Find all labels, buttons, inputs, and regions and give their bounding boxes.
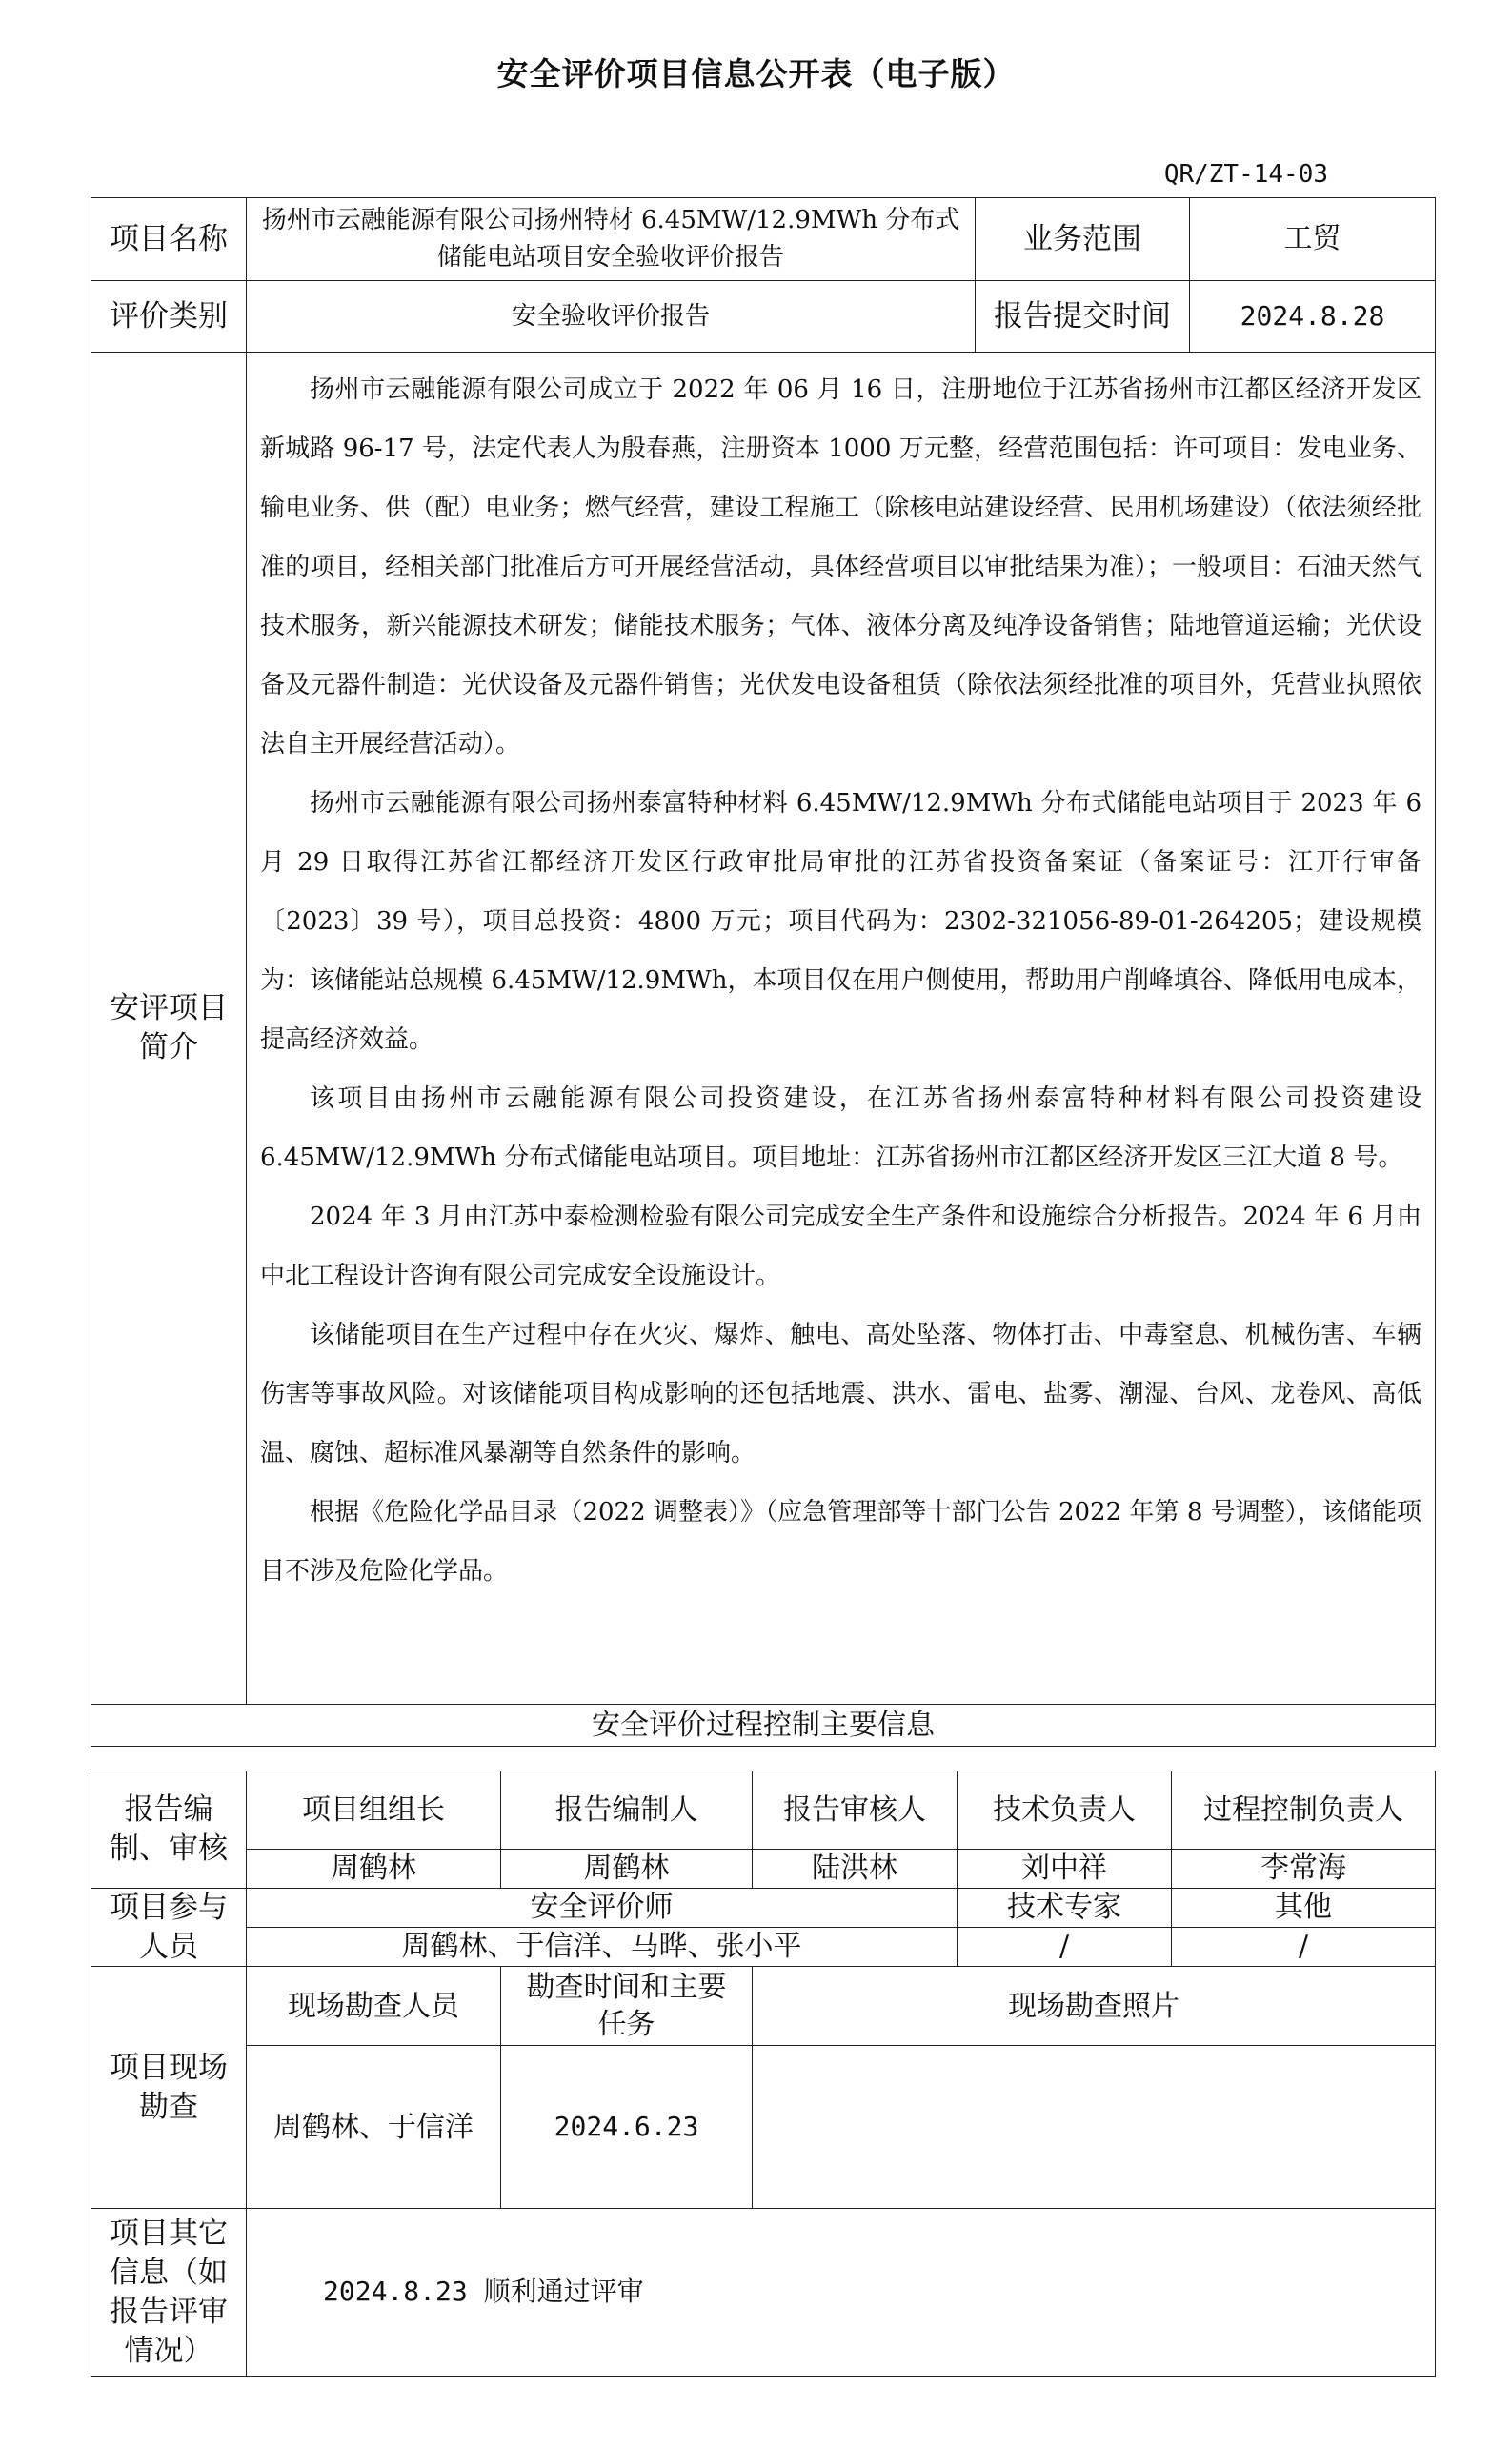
report-header-process: 过程控制负责人 — [1172, 1771, 1436, 1850]
site-label: 项目现场勘查 — [91, 1967, 247, 2209]
page-title: 安全评价项目信息公开表（电子版） — [496, 55, 1016, 92]
participants-header-expert: 技术专家 — [958, 1888, 1172, 1927]
participants-label: 项目参与人员 — [91, 1888, 247, 1967]
eval-type-label: 评价类别 — [91, 281, 247, 353]
business-scope-value: 工贸 — [1190, 198, 1436, 281]
report-header-reviewer: 报告审核人 — [753, 1771, 958, 1850]
submit-time-label: 报告提交时间 — [976, 281, 1190, 353]
submit-time-value: 2024.8.28 — [1190, 281, 1436, 353]
intro-paragraph: 该项目由扬州市云融能源有限公司投资建设，在江苏省扬州泰富特种材料有限公司投资建设 6.45MW/12.9MWh 分布式储能电站项目。项目地址：江苏省扬州市江都区经济开发区三江大道 8 号。 — [260, 1084, 1421, 1172]
intro-paragraph: 2024 年 3 月由江苏中泰检测检验有限公司完成安全生产条件和设施综合分析报告。2024 年 6 月由中北工程设计咨询有限公司完成安全设施设计。 — [260, 1203, 1421, 1290]
project-name-label: 项目名称 — [91, 198, 247, 281]
report-value-leader: 周鹤林 — [247, 1850, 501, 1889]
intro-paragraph: 扬州市云融能源有限公司成立于 2022 年 06 月 16 日，注册地位于江苏省扬州市江都区经济开发区新城路 96-17 号，法定代表人为殷春燕，注册资本 1000 万元整，经营范围包括：许可项目：发电业务、输电业务、供（配）电业务；燃气经营，建设工程施工（除核电站建设经营、民用机场建设）（依法须经批准的项目，经相关部门批准后方可开展经营活动，具体经营项目以审批结果为准）；一般项目：石油天然气技术服务，新兴能源技术研发；储能技术服务；气体、液体分离及纯净设备销售；陆地管道运输；光伏设备及元器件制造：光伏设备及元器件销售；光伏发电设备租赁（除依法须经批准的项目外，凭营业执照依法自主开展经营活动）。 — [260, 375, 1421, 759]
intro-paragraph: 扬州市云融能源有限公司扬州泰富特种材料 6.45MW/12.9MWh 分布式储能电站项目于 2023 年 6 月 29 日取得江苏省江都经济开发区行政审批局审批的江苏省投资备案证（备案证号：江开行审备〔2023〕39 号），项目总投资：4800 万元；项目代码为：2302-321056-89-01-264205；建设规模为：该储能站总规模 6.45MW/12.9MWh，本项目仅在用户侧使用，帮助用户削峰填谷、降低用电成本，提高经济效益。 — [260, 789, 1421, 1054]
project-name-value: 扬州市云融能源有限公司扬州特材 6.45MW/12.9MWh 分布式储能电站项目安全验收评价报告 — [247, 198, 976, 281]
participants-header-other: 其他 — [1172, 1888, 1436, 1927]
site-photos — [753, 2046, 1436, 2209]
participants-value-expert: / — [958, 1928, 1172, 1967]
business-scope-label: 业务范围 — [976, 198, 1190, 281]
site-value-time: 2024.6.23 — [501, 2046, 753, 2209]
basic-info-table — [91, 197, 1436, 1747]
process-control-table — [91, 1771, 1436, 2377]
participants-value-assessor: 周鹤林、于信洋、马晔、张小平 — [247, 1928, 958, 1967]
site-value-staff: 周鹤林、于信洋 — [247, 2046, 501, 2209]
site-header-photos: 现场勘查照片 — [753, 1967, 1436, 2046]
report-value-process: 李常海 — [1172, 1850, 1436, 1889]
report-value-reviewer: 陆洪林 — [753, 1850, 958, 1889]
intro-label: 安评项目简介 — [91, 353, 247, 1705]
eval-type-value: 安全验收评价报告 — [247, 281, 976, 353]
site-header-staff: 现场勘查人员 — [247, 1967, 501, 2046]
other-value: 2024.8.23 顺利通过评审 — [247, 2209, 1436, 2377]
report-header-tech: 技术负责人 — [958, 1771, 1172, 1850]
process-section-title: 安全评价过程控制主要信息 — [91, 1705, 1436, 1747]
participants-header-assessor: 安全评价师 — [247, 1888, 958, 1927]
report-header-leader: 项目组组长 — [247, 1771, 501, 1850]
report-value-tech: 刘中祥 — [958, 1850, 1172, 1889]
participants-value-other: / — [1172, 1928, 1436, 1967]
report-label: 报告编制、审核 — [91, 1771, 247, 1889]
intro-paragraph: 该储能项目在生产过程中存在火灾、爆炸、触电、高处坠落、物体打击、中毒窒息、机械伤害、车辆伤害等事故风险。对该储能项目构成影响的还包括地震、洪水、雷电、盐雾、潮湿、台风、龙卷风、高低温、腐蚀、超标准风暴潮等自然条件的影响。 — [260, 1321, 1421, 1467]
site-header-time: 勘查时间和主要任务 — [501, 1967, 753, 2046]
document-code: QR/ZT-14-03 — [1163, 160, 1328, 189]
report-value-writer: 周鹤林 — [501, 1850, 753, 1889]
intro-paragraph: 根据《危险化学品目录（2022 调整表）》（应急管理部等十部门公告 2022 年第 8 号调整），该储能项目不涉及危险化学品。 — [260, 1498, 1421, 1586]
report-header-writer: 报告编制人 — [501, 1771, 753, 1850]
other-label: 项目其它信息（如报告评审情况） — [91, 2209, 247, 2377]
intro-body — [247, 353, 1436, 1705]
